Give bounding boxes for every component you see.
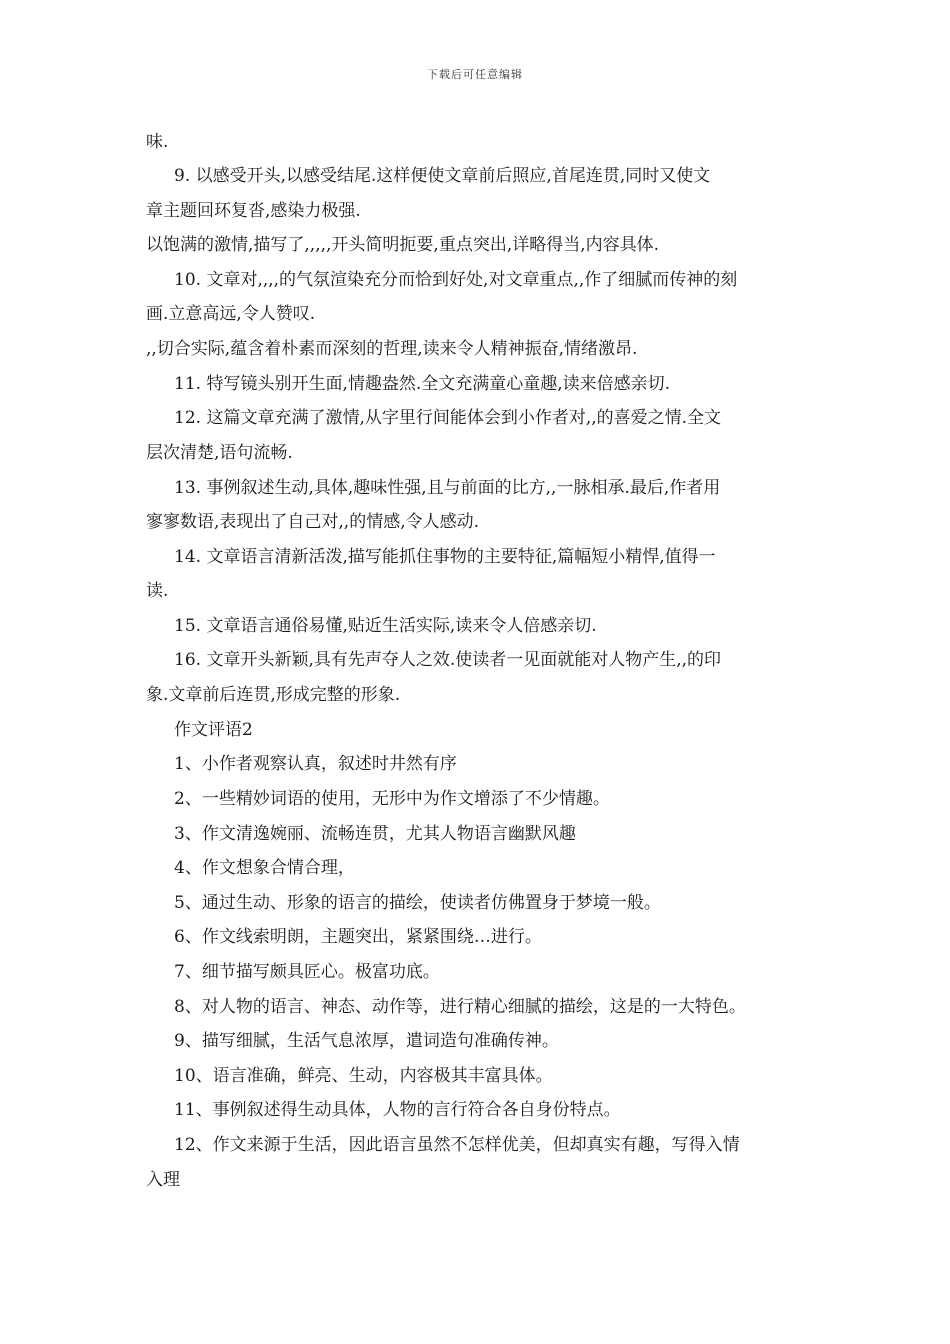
- text-line: 9. 以感受开头,以感受结尾.这样便使文章前后照应,首尾连贯,同时又使文: [174, 166, 711, 186]
- text-line: 层次清楚,语句流畅.: [146, 443, 293, 463]
- text-line: 5、通过生动、形象的语言的描绘，使读者仿佛置身于梦境一般。: [174, 893, 661, 913]
- text-line: 16. 文章开头新颖,具有先声夺人之效.使读者一见面就能对人物产生,,的印: [174, 650, 722, 670]
- text-line: 味.: [146, 132, 169, 152]
- text-line: 10. 文章对,,,,的气氛渲染充分而恰到好处,对文章重点,,作了细腻而传神的刻: [174, 270, 738, 290]
- text-line: 入理: [146, 1170, 180, 1190]
- text-line: 11. 特写镜头别开生面,情趣盎然.全文充满童心童趣,读来倍感亲切.: [174, 374, 671, 394]
- text-line: 以饱满的激情,描写了,,,,,开头简明扼要,重点突出,详略得当,内容具体.: [146, 235, 660, 255]
- text-line: 12. 这篇文章充满了激情,从字里行间能体会到小作者对,,的喜爱之情.全文: [174, 408, 722, 428]
- text-line: 9、描写细腻，生活气息浓厚，遣词造句准确传神。: [174, 1031, 559, 1051]
- text-line: 8、对人物的语言、神态、动作等，进行精心细腻的描绘，这是的一大特色。: [174, 997, 746, 1017]
- text-line: 画.立意高远,令人赞叹.: [146, 304, 316, 324]
- text-line: 2、一些精妙词语的使用，无形中为作文增添了不少情趣。: [174, 789, 610, 809]
- text-line: 10、语言准确，鲜亮、生动，内容极其丰富具体。: [174, 1066, 553, 1086]
- text-line: 13. 事例叙述生动,具体,趣味性强,且与前面的比方,,一脉相承.最后,作者用: [174, 478, 721, 498]
- section-heading: 作文评语2: [174, 720, 253, 740]
- text-line: 12、作文来源于生活，因此语言虽然不怎样优美，但却真实有趣，写得入情: [174, 1135, 740, 1155]
- text-line: 14. 文章语言清新活泼,描写能抓住事物的主要特征,篇幅短小精悍,值得一: [174, 547, 716, 567]
- text-line: 7、细节描写颇具匠心。极富功底。: [174, 962, 440, 982]
- text-line: 11、事例叙述得生动具体，人物的言行符合各自身份特点。: [174, 1100, 621, 1120]
- text-line: 1、小作者观察认真，叙述时井然有序: [174, 754, 457, 774]
- text-line: ,,切合实际,蕴含着朴素而深刻的哲理,读来令人精神振奋,情绪激昂.: [146, 339, 638, 359]
- text-line: 寥寥数语,表现出了自己对,,的情感,令人感动.: [146, 512, 480, 532]
- page-header: 下载后可任意编辑: [427, 68, 523, 81]
- text-line: 章主题回环复沓,感染力极强.: [146, 201, 361, 221]
- text-line: 象.文章前后连贯,形成完整的形象.: [146, 685, 401, 705]
- text-line: 3、作文清逸婉丽、流畅连贯，尤其人物语言幽默风趣: [174, 824, 576, 844]
- text-line: 15. 文章语言通俗易懂,贴近生活实际,读来令人倍感亲切.: [174, 616, 597, 636]
- text-line: 4、作文想象合情合理，: [174, 858, 355, 878]
- text-line: 6、作文线索明朗，主题突出，紧紧围绕…进行。: [174, 927, 542, 947]
- text-line: 读.: [146, 581, 169, 601]
